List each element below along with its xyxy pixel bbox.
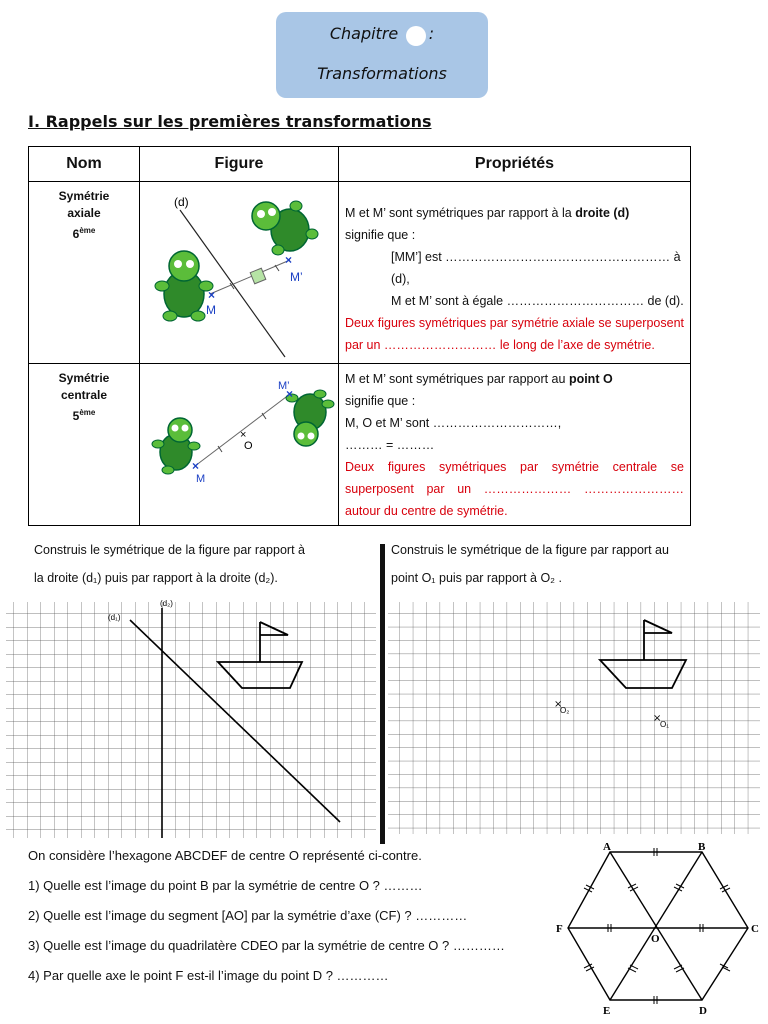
svg-text:D: D: [699, 1005, 707, 1017]
column-divider: [380, 544, 385, 844]
svg-text:M’: M’: [278, 380, 290, 392]
svg-text:×: ×: [554, 699, 563, 710]
question-3: 3) Quelle est l’image du quadrilatère CDEO par la symétrie de centre O ? …………: [28, 938, 505, 953]
chapter-number-mask: [406, 26, 426, 46]
turtle-right-icon: [286, 390, 334, 446]
figure-axial: [140, 182, 339, 364]
table-header-row: [29, 147, 691, 182]
chapter-subtitle: Transformations: [317, 64, 447, 83]
section-heading: I. Rappels sur les premières transformations: [28, 112, 432, 131]
question-1: 1) Quelle est l’image du point B par la symétrie de centre O ? ………: [28, 878, 423, 893]
figure-central: [140, 364, 339, 526]
svg-text:×: ×: [240, 429, 247, 441]
svg-text:O₂: O₂: [560, 706, 570, 715]
properties-central: M et M’ sont symétriques par rapport au point O signifie que : M, O et M’ sont …………………………, ……… = ……… Deux figures symétriques par symétrie centrale se superposent par un ………………… …………………… autour du centre de symétrie.: [339, 364, 691, 526]
grid-exercise2: [386, 600, 762, 836]
svg-text:M: M: [196, 473, 206, 485]
svg-text:×: ×: [192, 459, 200, 473]
chapter-title: Chapitre :: [329, 24, 435, 43]
svg-text:×: ×: [653, 713, 662, 724]
question-4: 4) Par quelle axe le point F est-il l’image du point D ? …………: [28, 968, 389, 983]
svg-text:×: ×: [208, 288, 216, 302]
header-figure: Figure: [140, 147, 339, 182]
hexagon-figure: [548, 836, 768, 1024]
row-name-central: Symétrie centrale 5ème: [29, 364, 140, 526]
svg-text:O₁: O₁: [660, 720, 669, 729]
table-row-axial: [29, 182, 691, 364]
transformations-table: [28, 146, 691, 526]
header-nom: Nom: [29, 147, 140, 182]
axial-symmetry-figure: [140, 182, 338, 362]
exercise1-instructions: Construis le symétrique de la figure par rapport à la droite (d₁) puis par rapport à la droite (d₂).: [34, 543, 305, 585]
table-row-central: [29, 364, 691, 526]
grid-exercise1: [0, 600, 378, 840]
svg-text:(d): (d): [174, 195, 189, 209]
svg-text:(d₁): (d₁): [108, 613, 121, 622]
svg-text:O: O: [244, 440, 253, 452]
exercise2-instructions: Construis le symétrique de la figure par rapport au point O₁ puis par rapport à O₂ .: [391, 543, 669, 585]
central-symmetry-figure: [140, 364, 338, 524]
hexagon-intro: On considère l’hexagone ABCDEF de centre O représenté ci-contre.: [28, 848, 422, 863]
header-proprietes: Propriétés: [339, 147, 691, 182]
question-2: 2) Quelle est l’image du segment [AO] par la symétrie d’axe (CF) ? …………: [28, 908, 468, 923]
svg-text:E: E: [603, 1005, 611, 1017]
properties-axial: M et M’ sont symétriques par rapport à la droite (d) signifie que : [MM’] est ……………………………………………… à (d), M et M’ sont à égale …………………………… de (d). Deux figures symétriques par symétrie axiale se superposent par un ……………………… le long de l’axe de symétrie.: [339, 182, 691, 364]
turtle-right-icon: [252, 201, 318, 255]
svg-text:×: ×: [285, 253, 293, 267]
svg-text:B: B: [698, 841, 706, 853]
svg-text:O: O: [651, 933, 660, 945]
svg-text:M’: M’: [290, 270, 303, 284]
svg-text:A: A: [603, 841, 611, 853]
svg-text:M: M: [206, 303, 216, 317]
svg-text:×: ×: [286, 387, 294, 401]
svg-text:C: C: [751, 923, 759, 935]
turtle-left-icon: [155, 251, 216, 321]
svg-text:(d₂): (d₂): [160, 600, 173, 608]
row-name-axial: Symétrie axiale 6ème: [29, 182, 140, 364]
svg-text:F: F: [556, 923, 563, 935]
